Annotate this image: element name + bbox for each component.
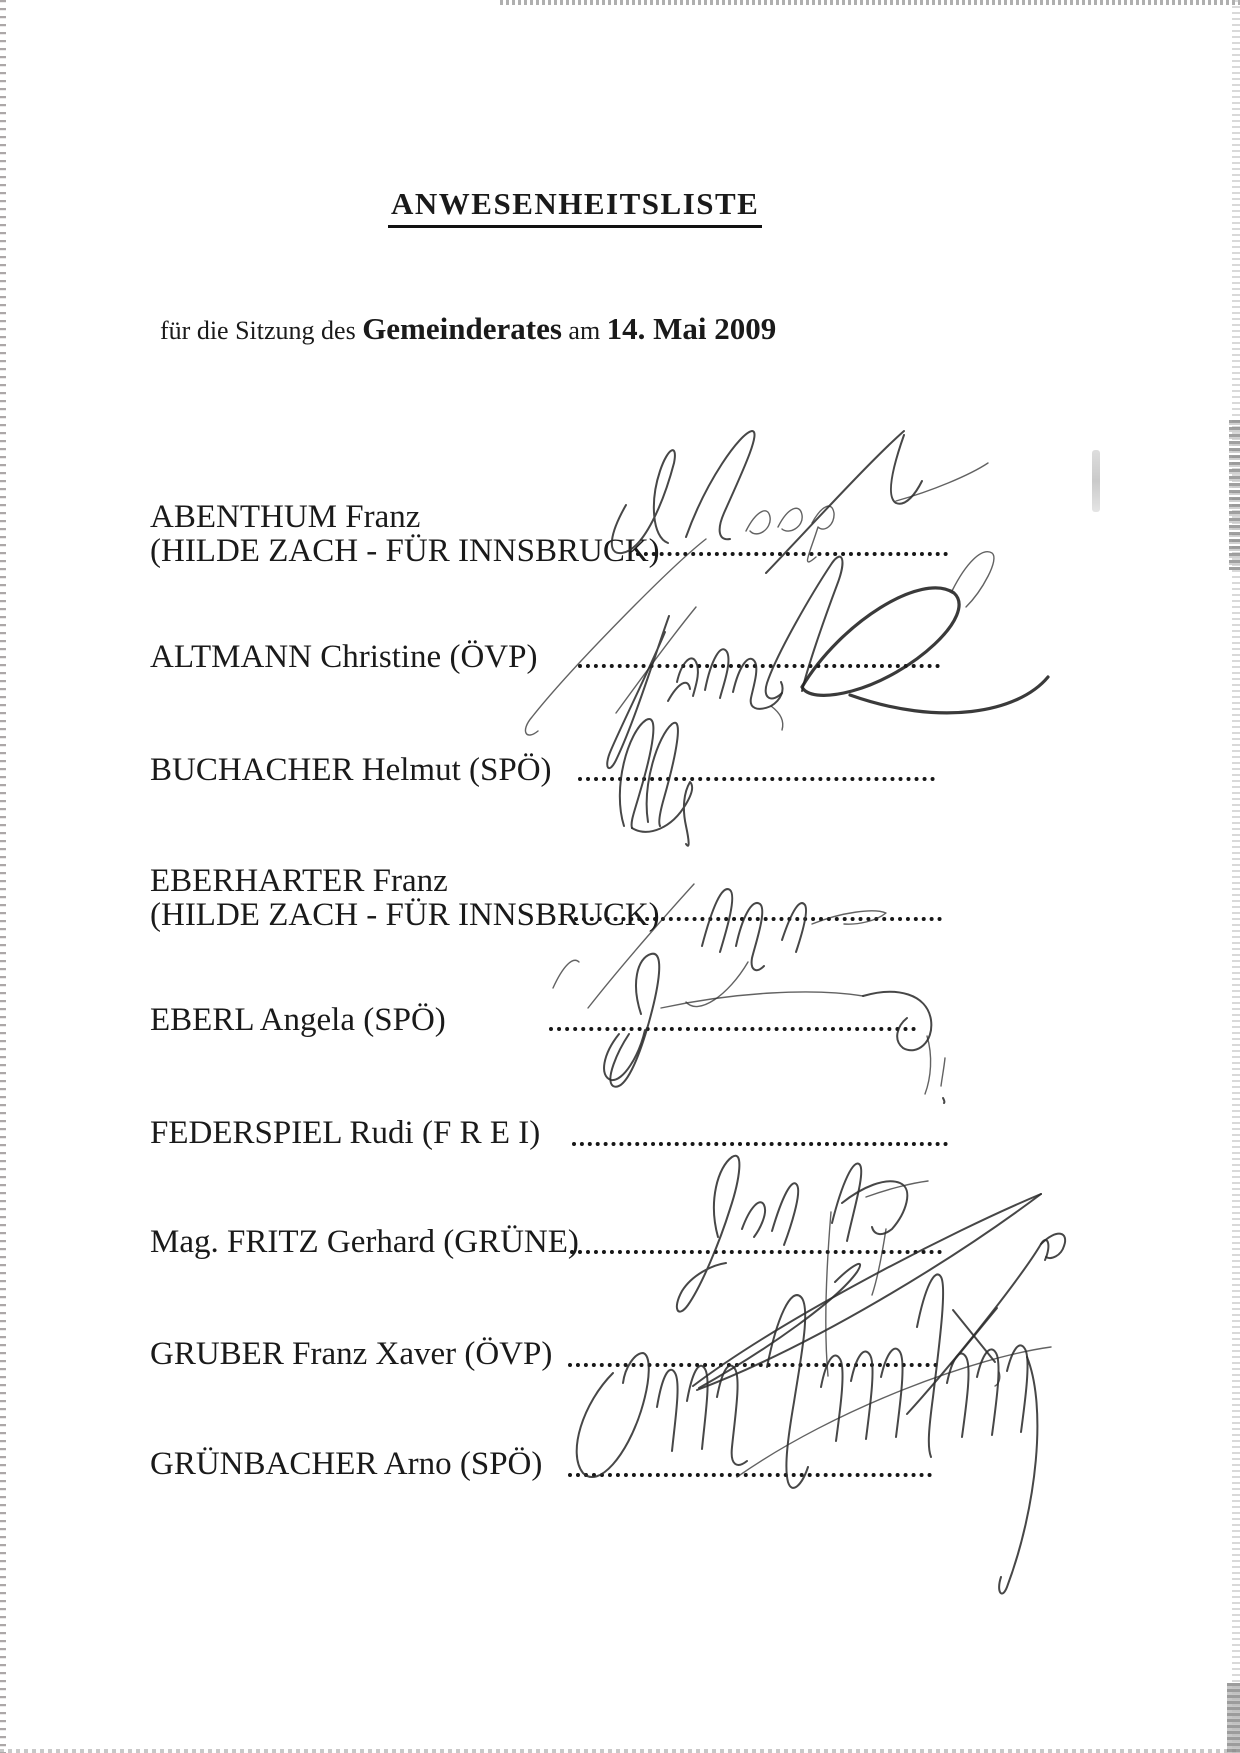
attendee-name: ABENTHUM Franz xyxy=(150,499,421,535)
attendee-name: GRUBER Franz Xaver (ÖVP) xyxy=(150,1336,553,1372)
subtitle-connector: am xyxy=(568,316,601,345)
signature-gruenbacher xyxy=(555,1225,1065,1605)
attendee-name: EBERL Angela (SPÖ) xyxy=(150,1002,446,1038)
subtitle-date: 14. Mai 2009 xyxy=(606,311,777,346)
attendee-name: GRÜNBACHER Arno (SPÖ) xyxy=(150,1446,543,1482)
attendee-name: ALTMANN Christine (ÖVP) xyxy=(150,639,538,675)
attendee-name: Mag. FRITZ Gerhard (GRÜNE) xyxy=(150,1224,579,1260)
attendee-name: FEDERSPIEL Rudi (F R E I) xyxy=(150,1115,541,1151)
scan-edge-noise-top xyxy=(500,0,1240,5)
attendee-name: BUCHACHER Helmut (SPÖ) xyxy=(150,752,552,788)
page-title: ANWESENHEITSLISTE xyxy=(388,186,762,228)
scan-smudge xyxy=(1092,450,1100,512)
scan-edge-noise-right xyxy=(1232,0,1240,1753)
scan-edge-noise-right-dark xyxy=(1229,420,1240,570)
signature-federspiel xyxy=(545,940,965,1120)
scan-edge-noise-bottom xyxy=(0,1749,1240,1753)
attendee-party: (HILDE ZACH - FÜR INNSBRUCK) xyxy=(150,897,660,933)
attendee-party: (HILDE ZACH - FÜR INNSBRUCK) xyxy=(150,533,660,569)
scan-corner-blob xyxy=(1227,1683,1240,1753)
attendee-name: EBERHARTER Franz xyxy=(150,863,448,899)
subtitle-prefix: für die Sitzung des xyxy=(160,316,356,345)
signature-eberharter xyxy=(590,710,720,850)
subtitle-body: Gemeinderates xyxy=(362,311,562,346)
meeting-subtitle xyxy=(160,311,776,347)
scan-edge-noise-left xyxy=(0,0,6,1753)
